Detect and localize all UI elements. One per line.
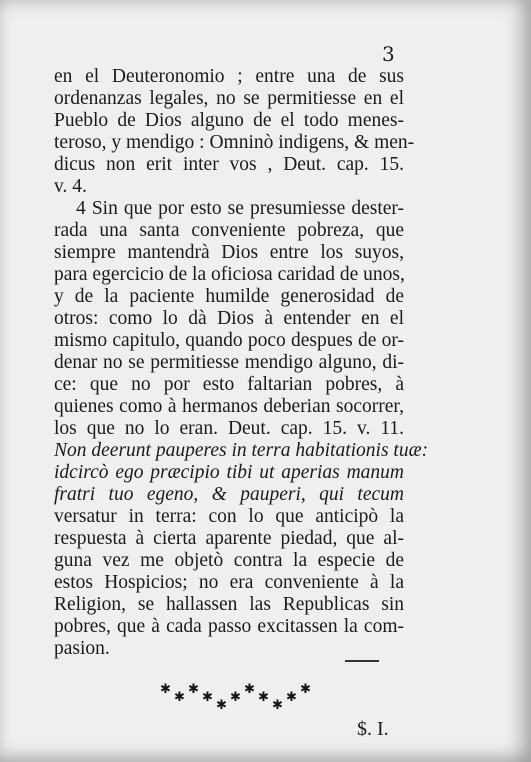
text-line: guna vez me objetò contra la especie de	[54, 550, 404, 571]
text-line: Religion, se hallassen las Republicas sin	[54, 594, 404, 615]
text-line: ce: que no por esto faltarian pobres, à	[54, 374, 404, 395]
latin-quote-line: fratri tuo egeno, & pauperi, qui tecum	[54, 484, 404, 505]
text-line: para egercicio de la oficiosa caridad de unos,	[54, 264, 405, 285]
text-line: dicus non erit inter vos , Deut. cap. 15.	[54, 154, 404, 175]
text-line: otros: como lo dà Dios à entender en el	[54, 308, 404, 329]
text-line: siempre mantendrà Dios entre los suyos,	[54, 242, 404, 263]
text-line: rada una santa conveniente pobreza, que	[54, 220, 404, 241]
text-line: y de la paciente humilde generosidad de	[54, 286, 404, 307]
text-line: mismo capitulo, quando poco despues de or-	[54, 330, 404, 351]
text-line: los que no lo eran. Deut. cap. 15. v. 11.	[54, 418, 404, 439]
closing-rule	[345, 660, 379, 662]
page-number: 3	[382, 42, 395, 66]
latin-quote-line: Non deerunt pauperes in terra habitationis tuæ:	[54, 440, 429, 461]
text-line: estos Hospicios; no era conveniente à la	[54, 572, 404, 593]
text-line: pobres, que à cada passo excitassen la com-	[54, 616, 404, 637]
text-line: ordenanzas legales, no se permitiesse en el	[54, 88, 404, 109]
signature-mark: $. I.	[357, 718, 389, 740]
text-line: Pueblo de Dios alguno de el todo menes-	[54, 110, 404, 131]
latin-quote-line: idcircò ego præcipio tibi ut aperias manum	[54, 462, 404, 483]
text-line: versatur in terra: con lo que anticipò la	[54, 506, 404, 527]
text-line: teroso, y mendigo : Omninò indigens, & men-	[54, 132, 415, 153]
text-line: quienes como à hermanos deberian socorrer,	[54, 396, 404, 417]
text-line: 4 Sin que por esto se presumiesse dester-	[76, 198, 404, 219]
text-line: respuesta à cierta aparente piedad, que al-	[54, 528, 404, 549]
asterisk-ornament: ✱ ✱ ✱ ✱ ✱ ✱ ✱ ✱ ✱ ✱ ✱	[160, 682, 311, 713]
text-line: v. 4.	[54, 176, 87, 197]
text-line: en el Deuteronomio ; entre una de sus	[54, 66, 404, 87]
text-line: denar no se permitiesse mendigo alguno, di-	[54, 352, 404, 373]
text-line: pasion.	[54, 638, 110, 659]
